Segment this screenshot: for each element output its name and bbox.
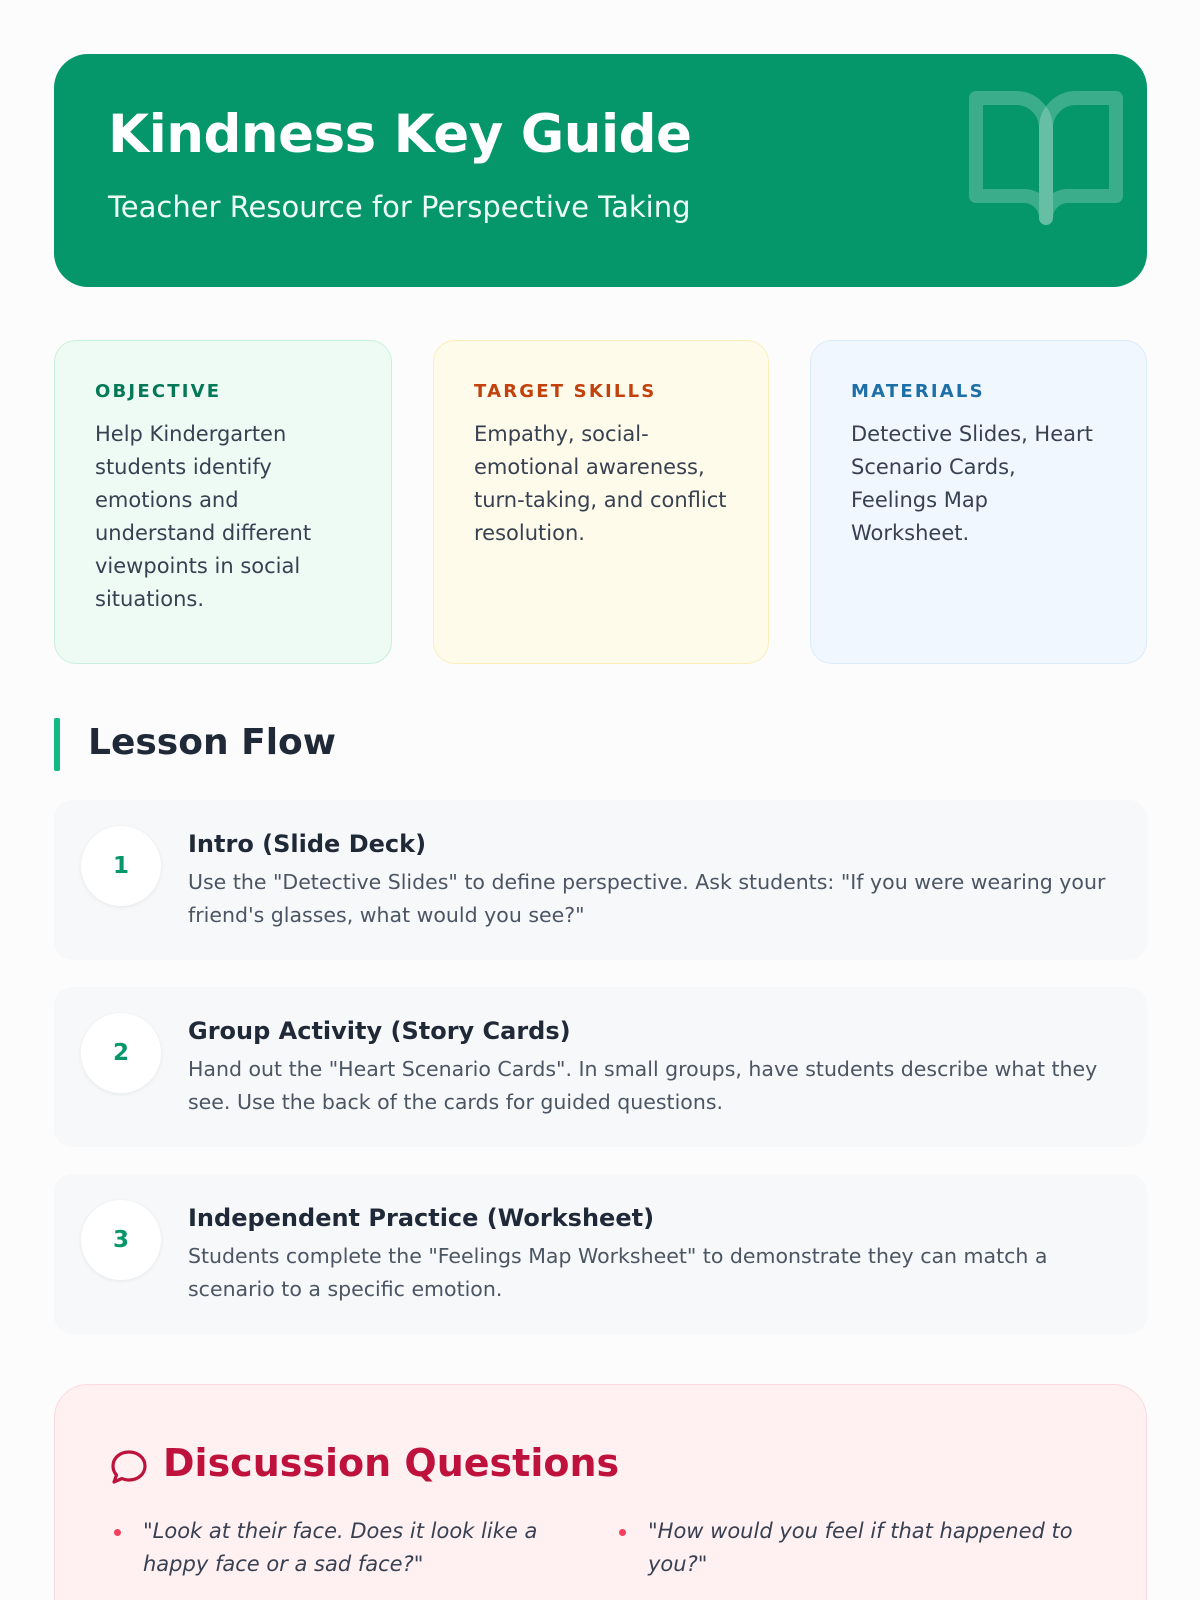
target-skills-label: TARGET SKILLS [474, 381, 657, 402]
step-description: Use the "Detective Slides" to define perspective. Ask students: "If you were wearing your friend's glasses, what would you see?" [188, 870, 1106, 927]
bullet-dot [619, 1529, 626, 1536]
discussion-title: Discussion Questions [163, 1441, 620, 1485]
chat-bubble-icon [109, 1447, 149, 1487]
target-skills-card [433, 340, 769, 664]
step-title: Independent Practice (Worksheet) [188, 1204, 655, 1232]
lesson-step [54, 1174, 1147, 1334]
step-number-badge: 1 [81, 826, 161, 906]
lesson-step [54, 800, 1147, 960]
discussion-question [648, 1515, 1098, 1581]
step-title: Group Activity (Story Cards) [188, 1017, 571, 1045]
materials-card [810, 340, 1147, 664]
discussion-question-text: "Look at their face. Does it look like a happy face or a sad face?" [143, 1519, 538, 1576]
target-skills-text: Empathy, social-emotional awareness, turn-taking, and conflict resolution. [474, 422, 727, 545]
objective-card [54, 340, 392, 664]
section-accent-bar [54, 718, 60, 771]
page-subtitle: Teacher Resource for Perspective Taking [108, 190, 691, 224]
book-open-icon [966, 88, 1126, 228]
lesson-flow-title: Lesson Flow [88, 722, 337, 763]
page-title: Kindness Key Guide [108, 104, 692, 165]
step-description: Hand out the "Heart Scenario Cards". In small groups, have students describe what they see. Use the back of the cards for guided questions. [188, 1057, 1098, 1114]
discussion-panel [54, 1384, 1147, 1600]
materials-text: Detective Slides, Heart Scenario Cards, Feelings Map Worksheet. [851, 422, 1093, 545]
step-number-badge: 3 [81, 1200, 161, 1280]
lesson-step [54, 987, 1147, 1147]
bullet-dot [114, 1529, 121, 1536]
header-banner [54, 54, 1147, 287]
objective-label: OBJECTIVE [95, 381, 222, 402]
step-description: Students complete the "Feelings Map Worksheet" to demonstrate they can match a scenario to a specific emotion. [188, 1244, 1048, 1301]
materials-label: MATERIALS [851, 381, 985, 402]
discussion-question [143, 1515, 583, 1581]
discussion-question-text: "How would you feel if that happened to you?" [648, 1519, 1073, 1576]
objective-text: Help Kindergarten students identify emotions and understand different viewpoints in social situations. [95, 422, 312, 611]
step-number-badge: 2 [81, 1013, 161, 1093]
step-title: Intro (Slide Deck) [188, 830, 427, 858]
